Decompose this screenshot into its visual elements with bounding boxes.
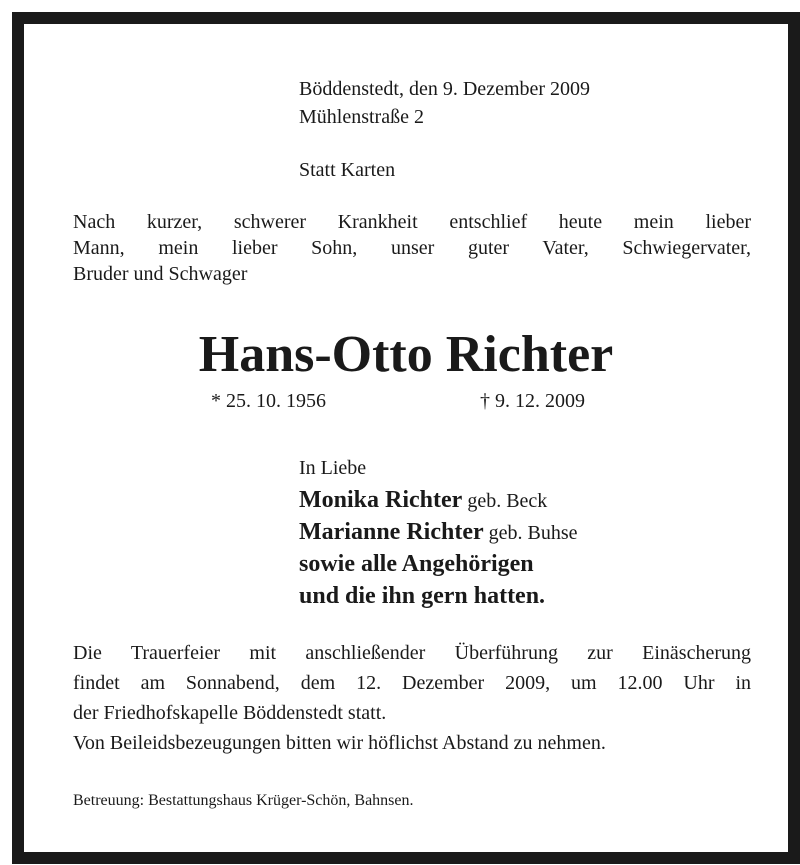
intro-line: Nach kurzer, schwerer Krankheit entschlief heute mein lieber	[73, 211, 751, 233]
mourner-note: geb. Buhse	[488, 522, 578, 544]
undertaker-credit: Betreuung: Bestattungshaus Krüger-Schön, Bahnsen.	[73, 792, 414, 809]
relatives-line: und die ihn gern hatten.	[299, 583, 546, 609]
place-date: Böddenstedt, den 9. Dezember 2009	[299, 78, 591, 100]
statt-karten: Statt Karten	[299, 159, 396, 181]
intro-line: Mann, mein lieber Sohn, unser guter Vater, Schwiegervater,	[73, 237, 751, 259]
mourner-name: Monika Richter	[299, 487, 463, 513]
death-date: † 9. 12. 2009	[480, 390, 585, 412]
obituary-notice	[24, 24, 788, 852]
obituary-frame	[12, 12, 800, 864]
mourner-note: geb. Beck	[467, 490, 548, 512]
relatives-line: sowie alle Angehörigen	[299, 551, 534, 577]
mourner-name: Marianne Richter	[299, 519, 484, 545]
mourner-row	[299, 516, 578, 549]
mourner-row	[299, 484, 547, 517]
intro-line: Bruder und Schwager	[73, 263, 248, 285]
funeral-line: Die Trauerfeier mit anschließender Überführung zur Einäscherung	[73, 642, 751, 664]
funeral-info	[73, 638, 751, 758]
funeral-line: Von Beileidsbezeugungen bitten wir höflichst Abstand zu nehmen.	[73, 732, 606, 754]
in-liebe: In Liebe	[299, 457, 367, 479]
birth-date: * 25. 10. 1956	[211, 390, 326, 412]
funeral-line: findet am Sonnabend, dem 12. Dezember 2009, um 12.00 Uhr in	[73, 672, 751, 694]
deceased-name: Hans-Otto Richter	[198, 326, 614, 383]
intro-text	[73, 209, 751, 287]
street-address: Mühlenstraße 2	[299, 106, 424, 128]
funeral-line: der Friedhofskapelle Böddenstedt statt.	[73, 702, 387, 724]
